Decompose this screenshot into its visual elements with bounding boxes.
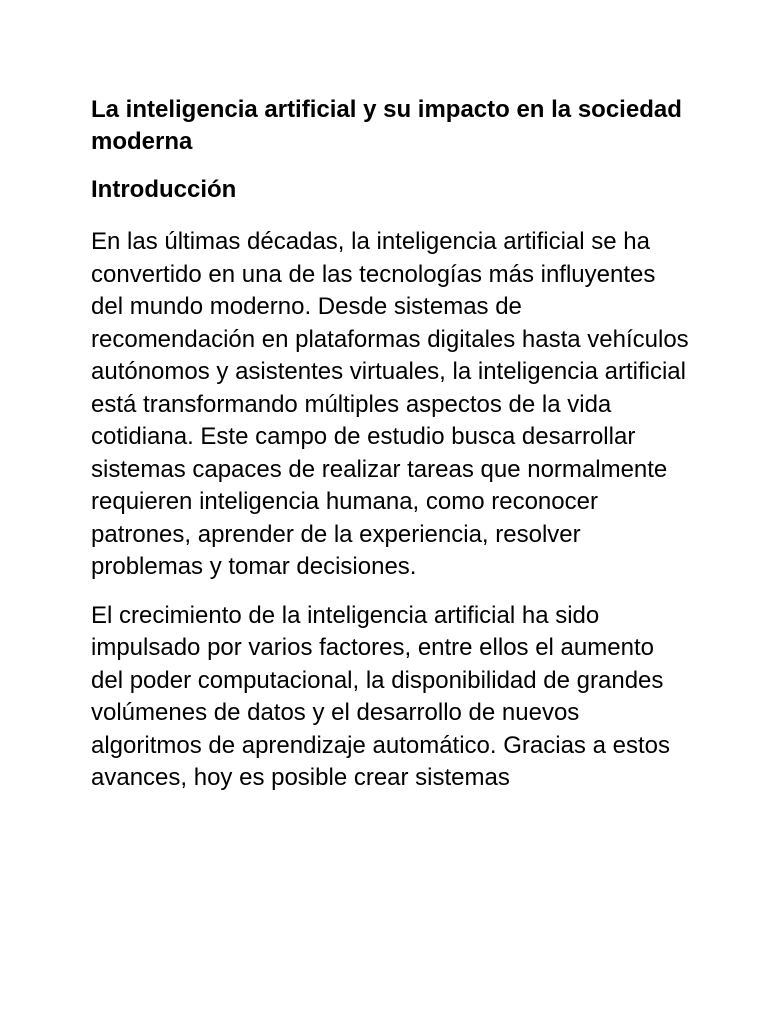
document-body [91, 94, 691, 795]
paragraph-2: El crecimiento de la inteligencia artificial ha sido impulsado por varios factores, entre ellos el aumento del poder computacional, la disponibilidad de grandes volúmenes de datos y el desarrollo de nuevos algoritmos de aprendizaje automático. Gracias a estos avances, hoy es posible crear sistemas [91, 601, 670, 791]
document-title: La inteligencia artificial y su impacto en la sociedad moderna [91, 96, 682, 155]
section-heading-introduccion: Introducción [91, 176, 237, 203]
paragraph-1: En las últimas décadas, la inteligencia artificial se ha convertido en una de las tecnologías más influyentes del mundo moderno. Desde sistemas de recomendación en plataformas digitales hasta vehículos autónomos y asistentes virtuales, la inteligencia artificial está transformando múltiples aspectos de la vida cotidiana. Este campo de estudio busca desarrollar sistemas capaces de realizar tareas que normalmente requieren inteligencia humana, como reconocer patrones, aprender de la experiencia, resolver problemas y tomar decisiones. [91, 228, 689, 580]
